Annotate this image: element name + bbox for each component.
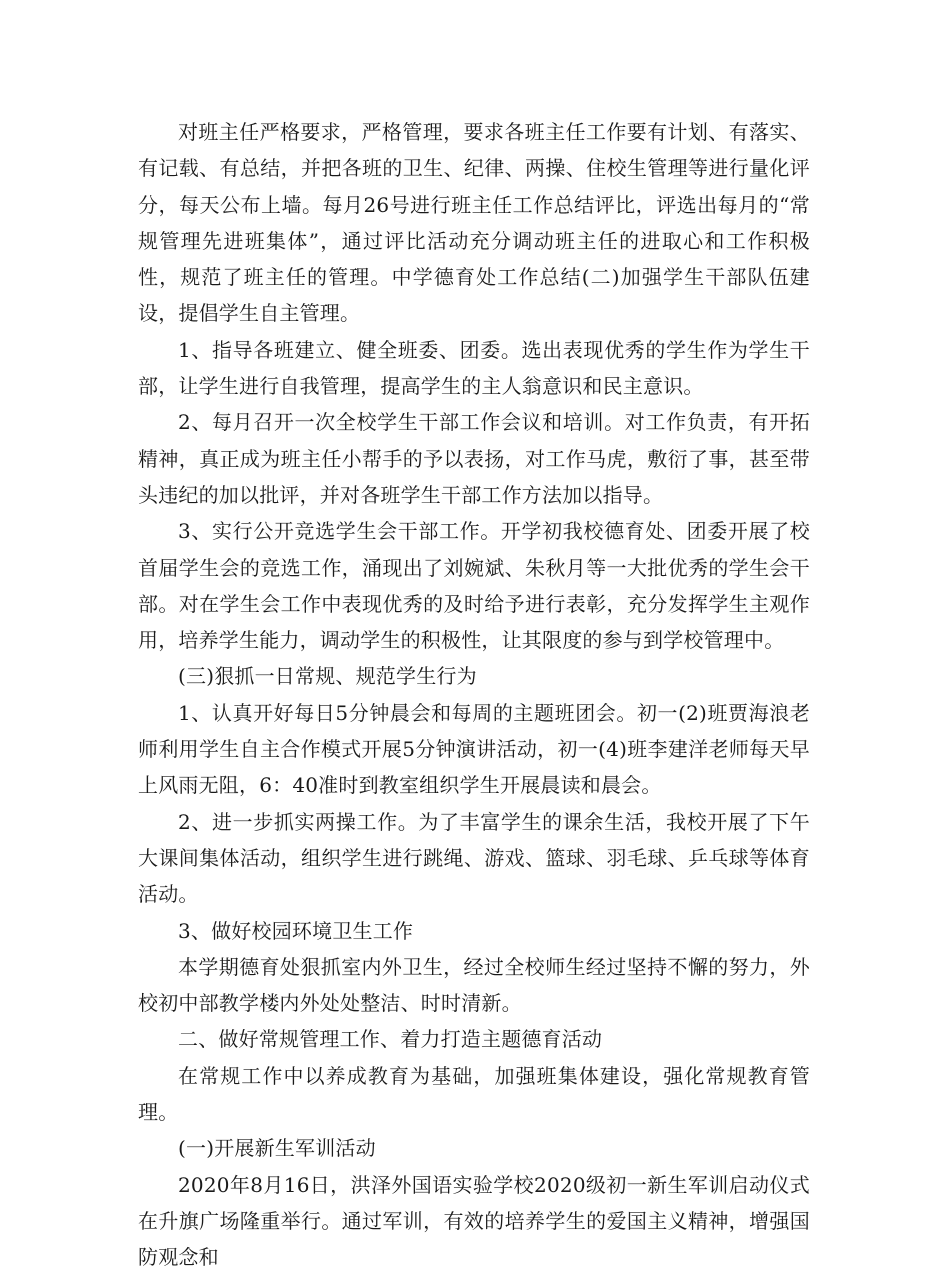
paragraph-military-training: 2020年8月16日，洪泽外国语实验学校2020级初一新生军训启动仪式在升旗广场隆重举行。通过军训，有效的培养学生的爱国主义精神，增强国防观念和 xyxy=(138,1172,810,1270)
heading-routine-management: 二、做好常规管理工作、着力打造主题德育活动 xyxy=(178,1027,603,1052)
paragraph-hygiene: 本学期德育处狠抓室内外卫生，经过全校师生经过坚持不懈的努力，外校初中部教学楼内外处处整洁、时时清新。 xyxy=(138,954,810,1016)
paragraph-exercises: 2、进一步抓实两操工作。为了丰富学生的课余生活，我校开展了下午大课间集体活动，组织学生进行跳绳、游戏、篮球、羽毛球、乒乓球等体育活动。 xyxy=(138,809,810,907)
heading-daily-routine: (三)狠抓一日常规、规范学生行为 xyxy=(178,664,477,689)
heading-military-training: (一)开展新生军训活动 xyxy=(178,1136,376,1161)
paragraph-routine-work: 在常规工作中以养成教育为基础，加强班集体建设，强化常规教育管理。 xyxy=(138,1063,810,1125)
heading-campus-hygiene: 3、做好校园环境卫生工作 xyxy=(178,918,414,943)
paragraph-student-union-election: 3、实行公开竞选学生会干部工作。开学初我校德育处、团委开展了校首届学生会的竞选工作，涌现出了刘婉斌、朱秋月等一大批优秀的学生会干部。对在学生会工作中表现优秀的及时给予进行表彰，充分发挥学生主观作用，培养学生能力，调动学生的积极性，让其限度的参与到学校管理中。 xyxy=(138,519,810,653)
paragraph-morning-meeting: 1、认真开好每日5分钟晨会和每周的主题班团会。初一(2)班贾海浪老师利用学生自主合作模式开展5分钟演讲活动，初一(4)班李建洋老师每天早上风雨无阻，6：40准时到教室组织学生开展晨读和晨会。 xyxy=(138,700,810,798)
paragraph-cadre-meeting: 2、每月召开一次全校学生干部工作会议和培训。对工作负责，有开拓精神，真正成为班主任小帮手的予以表扬，对工作马虎，敷衍了事，甚至带头违纪的加以批评，并对各班学生干部工作方法加以指导。 xyxy=(138,410,810,507)
document-body xyxy=(138,114,810,1276)
paragraph-class-committee: 1、指导各班建立、健全班委、团委。选出表现优秀的学生作为学生干部，让学生进行自我管理，提高学生的主人翁意识和民主意识。 xyxy=(138,337,810,399)
paragraph-class-teacher-management: 对班主任严格要求，严格管理，要求各班主任工作要有计划、有落实、有记载、有总结，并把各班的卫生、纪律、两操、住校生管理等进行量化评分，每天公布上墙。每月26号进行班主任工作总结评比，评选出每月的“常规管理先进班集体”，通过评比活动充分调动班主任的进取心和工作积极性，规范了班主任的管理。中学德育处工作总结(二)加强学生干部队伍建设，提倡学生自主管理。 xyxy=(138,120,810,326)
